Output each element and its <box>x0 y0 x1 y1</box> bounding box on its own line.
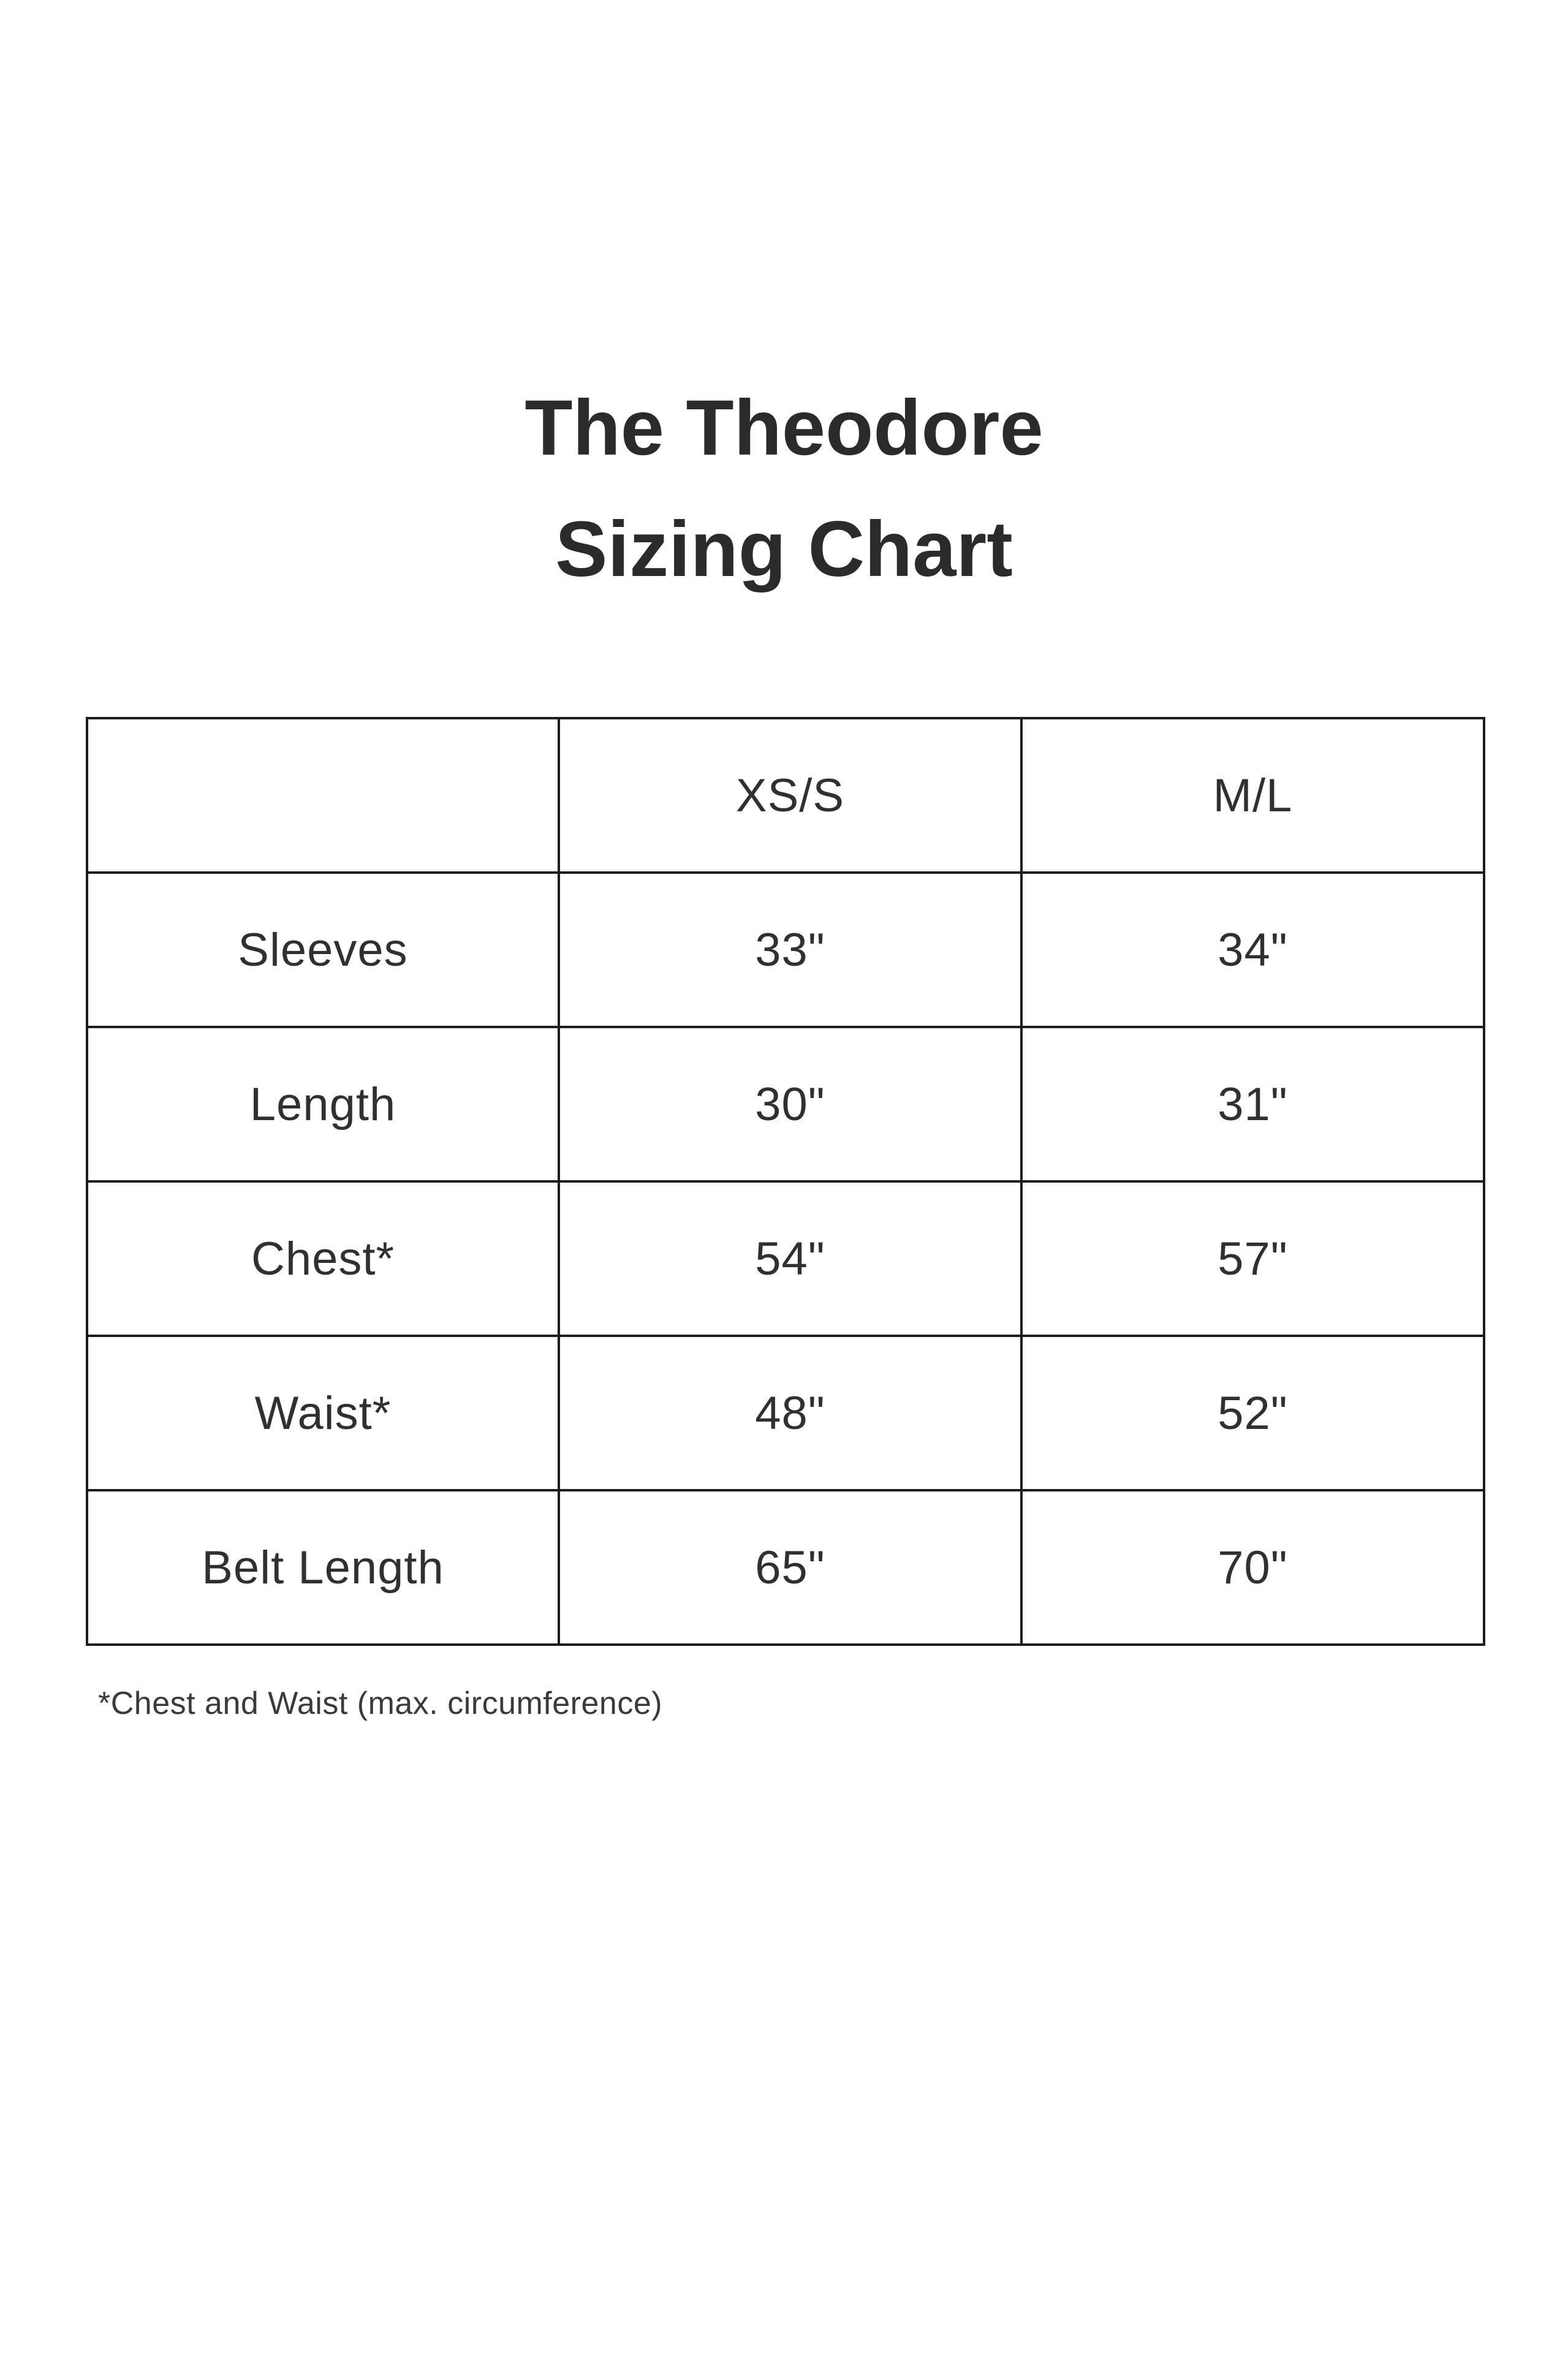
table-header-m-l: M/L <box>1021 718 1484 873</box>
footnote: *Chest and Waist (max. circumference) <box>98 1686 663 1721</box>
table-header-row <box>87 718 1484 873</box>
cell-length-m-l: 31" <box>1021 1027 1484 1181</box>
row-label-waist: Waist* <box>87 1336 559 1490</box>
row-label-length: Length <box>87 1027 559 1181</box>
cell-length-xs-s: 30" <box>559 1027 1021 1181</box>
page-title <box>0 368 1568 611</box>
cell-waist-xs-s: 48" <box>559 1336 1021 1490</box>
cell-waist-m-l: 52" <box>1021 1336 1484 1490</box>
cell-belt-length-xs-s: 65" <box>559 1490 1021 1645</box>
table-header-blank <box>87 718 559 873</box>
title-line-1: The Theodore <box>525 384 1043 472</box>
row-label-chest: Chest* <box>87 1181 559 1336</box>
sizing-table <box>86 717 1485 1646</box>
row-label-sleeves: Sleeves <box>87 873 559 1027</box>
title-line-2: Sizing Chart <box>555 506 1013 594</box>
cell-sleeves-m-l: 34" <box>1021 873 1484 1027</box>
cell-sleeves-xs-s: 33" <box>559 873 1021 1027</box>
row-label-belt-length: Belt Length <box>87 1490 559 1645</box>
table-row <box>87 1490 1484 1645</box>
table-row <box>87 873 1484 1027</box>
cell-chest-m-l: 57" <box>1021 1181 1484 1336</box>
cell-chest-xs-s: 54" <box>559 1181 1021 1336</box>
table-row <box>87 1027 1484 1181</box>
table-header-xs-s: XS/S <box>559 718 1021 873</box>
table-row <box>87 1181 1484 1336</box>
table-row <box>87 1336 1484 1490</box>
cell-belt-length-m-l: 70" <box>1021 1490 1484 1645</box>
